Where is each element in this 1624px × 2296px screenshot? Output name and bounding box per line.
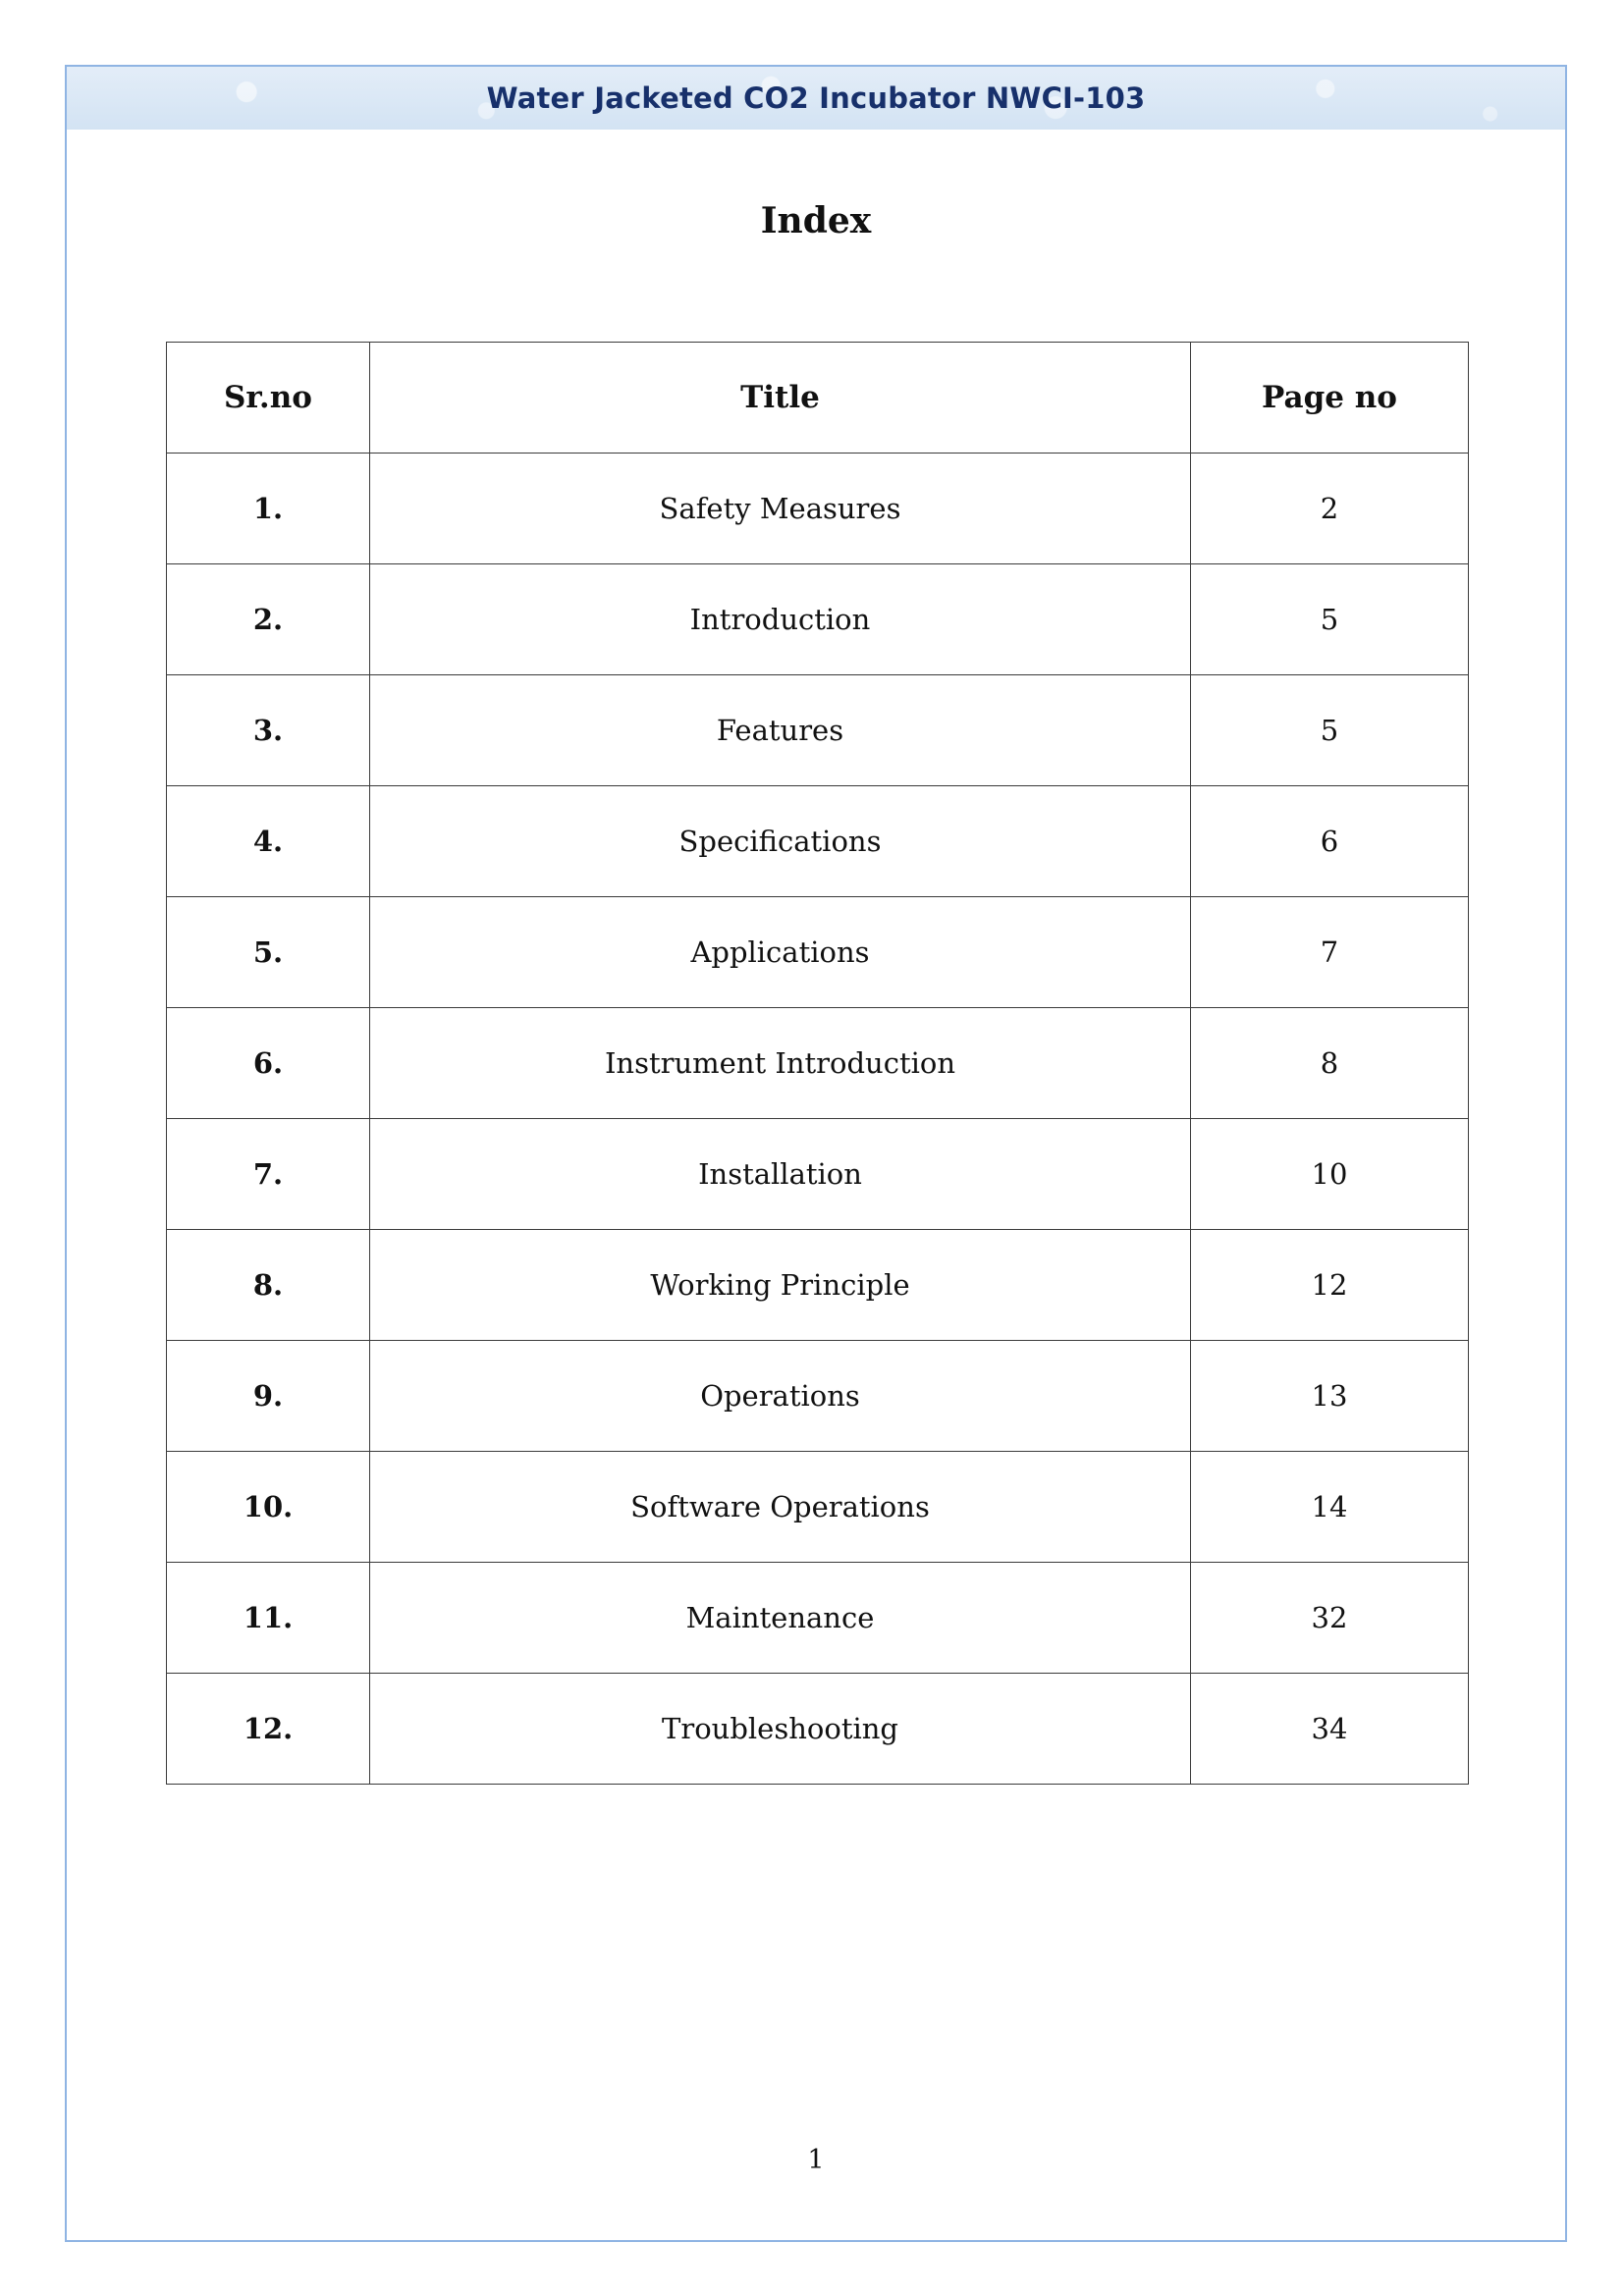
index-table (166, 342, 1469, 1785)
row-title: Safety Measures (370, 454, 1191, 564)
row-page-no: 5 (1191, 564, 1469, 675)
row-page-no: 5 (1191, 675, 1469, 786)
row-title: Installation (370, 1119, 1191, 1230)
table-row (167, 564, 1469, 675)
row-title: Maintenance (370, 1563, 1191, 1674)
row-sr-no: 1. (167, 454, 370, 564)
page-number: 1 (807, 2145, 825, 2175)
table-row (167, 1674, 1469, 1785)
row-sr-no: 2. (167, 564, 370, 675)
column-header-page-no: Page no (1191, 343, 1469, 454)
row-page-no: 7 (1191, 897, 1469, 1008)
row-sr-no: 12. (167, 1674, 370, 1785)
table-row (167, 1230, 1469, 1341)
row-page-no: 32 (1191, 1563, 1469, 1674)
row-title: Instrument Introduction (370, 1008, 1191, 1119)
header-band (67, 67, 1565, 130)
row-title: Software Operations (370, 1452, 1191, 1563)
column-header-title: Title (370, 343, 1191, 454)
row-page-no: 14 (1191, 1452, 1469, 1563)
table-row (167, 1119, 1469, 1230)
column-header-sr-no: Sr.no (167, 343, 370, 454)
table-row (167, 897, 1469, 1008)
row-sr-no: 5. (167, 897, 370, 1008)
row-sr-no: 11. (167, 1563, 370, 1674)
row-sr-no: 9. (167, 1341, 370, 1452)
table-header-row (167, 343, 1469, 454)
row-page-no: 6 (1191, 786, 1469, 897)
row-sr-no: 10. (167, 1452, 370, 1563)
row-title: Working Principle (370, 1230, 1191, 1341)
row-page-no: 12 (1191, 1230, 1469, 1341)
row-page-no: 2 (1191, 454, 1469, 564)
row-sr-no: 3. (167, 675, 370, 786)
row-title: Applications (370, 897, 1191, 1008)
row-sr-no: 8. (167, 1230, 370, 1341)
row-title: Introduction (370, 564, 1191, 675)
table-row (167, 454, 1469, 564)
row-title: Specifications (370, 786, 1191, 897)
table-row (167, 1452, 1469, 1563)
row-page-no: 13 (1191, 1341, 1469, 1452)
row-sr-no: 4. (167, 786, 370, 897)
row-page-no: 10 (1191, 1119, 1469, 1230)
table-row (167, 1563, 1469, 1674)
row-title: Operations (370, 1341, 1191, 1452)
document-title: Water Jacketed CO2 Incubator NWCI-103 (486, 81, 1146, 115)
page-border (65, 65, 1567, 2242)
index-heading: Index (760, 200, 872, 241)
table-row (167, 786, 1469, 897)
row-title: Troubleshooting (370, 1674, 1191, 1785)
row-sr-no: 7. (167, 1119, 370, 1230)
row-page-no: 8 (1191, 1008, 1469, 1119)
row-sr-no: 6. (167, 1008, 370, 1119)
table-row (167, 675, 1469, 786)
table-row (167, 1008, 1469, 1119)
row-page-no: 34 (1191, 1674, 1469, 1785)
row-title: Features (370, 675, 1191, 786)
table-row (167, 1341, 1469, 1452)
